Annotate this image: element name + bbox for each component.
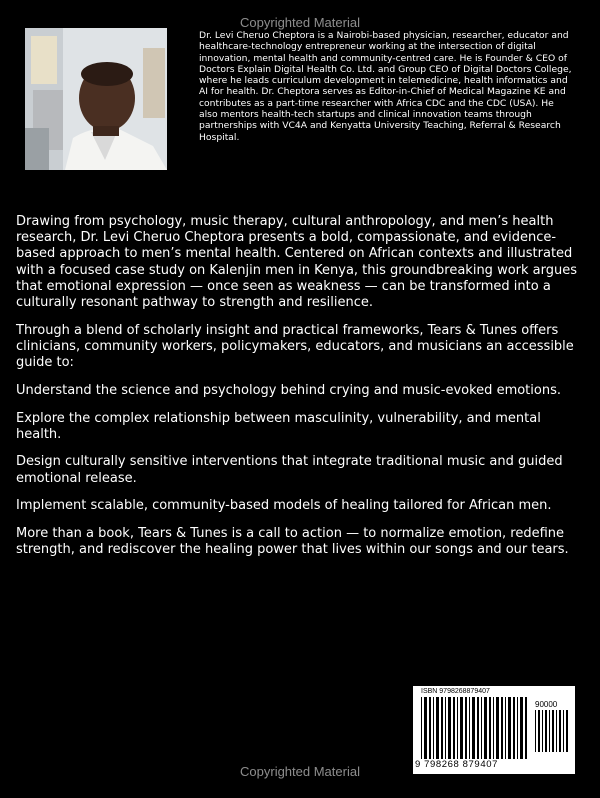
barcode-bar xyxy=(465,697,467,759)
bullet-point: Understand the science and psychology behind crying and music-evoked emotions. xyxy=(16,382,561,398)
barcode-bar xyxy=(441,697,443,759)
isbn-label: ISBN 9798268879407 xyxy=(421,688,490,695)
barcode-bar xyxy=(477,697,479,759)
book-description xyxy=(16,214,586,570)
price-bar xyxy=(559,710,561,752)
price-bar xyxy=(542,710,543,752)
price-code: 90000 xyxy=(535,700,558,709)
barcode-bar xyxy=(424,697,427,759)
barcode-bar xyxy=(457,697,458,759)
barcode-bar xyxy=(525,697,527,759)
closing-paragraph: More than a book, Tears & Tunes is a call to action — to normalize emotion, redefine strength, and rediscover the healing power that lives within our songs and our tears. xyxy=(16,526,569,558)
price-bar xyxy=(552,710,554,752)
barcode-bar xyxy=(501,697,503,759)
barcode-bars xyxy=(421,697,529,759)
price-bar xyxy=(556,710,557,752)
barcode-bar xyxy=(508,697,511,759)
watermark-bottom: Copyrighted Material xyxy=(240,764,360,779)
barcode-bar xyxy=(453,697,455,759)
barcode-bar xyxy=(469,697,470,759)
bullet-point: Design culturally sensitive interventions that integrate traditional music and guided emotional release. xyxy=(16,454,563,486)
price-bar xyxy=(535,710,536,752)
isbn-digits: 9 798268 879407 xyxy=(415,759,498,770)
barcode-bar xyxy=(493,697,494,759)
barcode-bar xyxy=(481,697,482,759)
isbn-barcode xyxy=(413,686,575,774)
barcode-bar xyxy=(448,697,451,759)
price-barcode-bars xyxy=(535,710,569,752)
barcode-bar xyxy=(484,697,487,759)
barcode-bar xyxy=(429,697,431,759)
barcode-bar xyxy=(472,697,475,759)
barcode-bar xyxy=(489,697,491,759)
description-paragraph: Drawing from psychology, music therapy, cultural anthropology, and men’s health research, Dr. Levi Cheruo Cheptora presents a bold, compassionate, and evidence-based approach to men’s mental health. Centered on African contexts and illustrated with a focused case study on Kalenjin men in Kenya, this groundbreaking work argues that emotional expression — once seen as weakness — can be transformed into a culturally resonant pathway to strength and resilience. xyxy=(16,214,577,311)
barcode-bar xyxy=(513,697,515,759)
price-bar xyxy=(545,710,547,752)
author-bio: Dr. Levi Cheruo Cheptora is a Nairobi-based physician, researcher, educator and healthcare-technology entrepreneur working at the intersection of digital innovation, mental health and community-centred care. He is Founder & CEO of Doctors Explain Digital Health Co. Ltd. and Group CEO of Digital Doctors College, where he leads curriculum development in telemedicine, health informatics and AI for health. Dr. Cheptora serves as Editor-in-Chief of Medical Magazine KE and contributes as a part-time researcher with Africa CDC and the CDC (USA). He also mentors health-tech startups and clinical innovation teams through partnerships with VC4A and Kenyatta University Teaching, Referral & Research Hospital. xyxy=(199,30,572,143)
barcode-bar xyxy=(433,697,434,759)
bullet-point: Implement scalable, community-based models of healing tailored for African men. xyxy=(16,498,552,514)
price-bar xyxy=(538,710,540,752)
description-paragraph: Through a blend of scholarly insight and practical frameworks, Tears & Tunes offers clinicians, community workers, policymakers, educators, and musicians an accessible guide to: xyxy=(16,322,574,371)
barcode-bar xyxy=(517,697,518,759)
barcode-bar xyxy=(505,697,506,759)
watermark-top: Copyrighted Material xyxy=(240,15,360,30)
author-photo xyxy=(25,28,167,170)
barcode-bar xyxy=(421,697,422,759)
barcode-bar xyxy=(496,697,499,759)
price-bar xyxy=(563,710,564,752)
bullet-point: Explore the complex relationship between masculinity, vulnerability, and mental health. xyxy=(16,410,541,442)
barcode-bar xyxy=(445,697,446,759)
barcode-bar xyxy=(520,697,523,759)
barcode-bar xyxy=(460,697,463,759)
barcode-bar xyxy=(436,697,439,759)
price-bar xyxy=(566,710,568,752)
price-bar xyxy=(549,710,550,752)
